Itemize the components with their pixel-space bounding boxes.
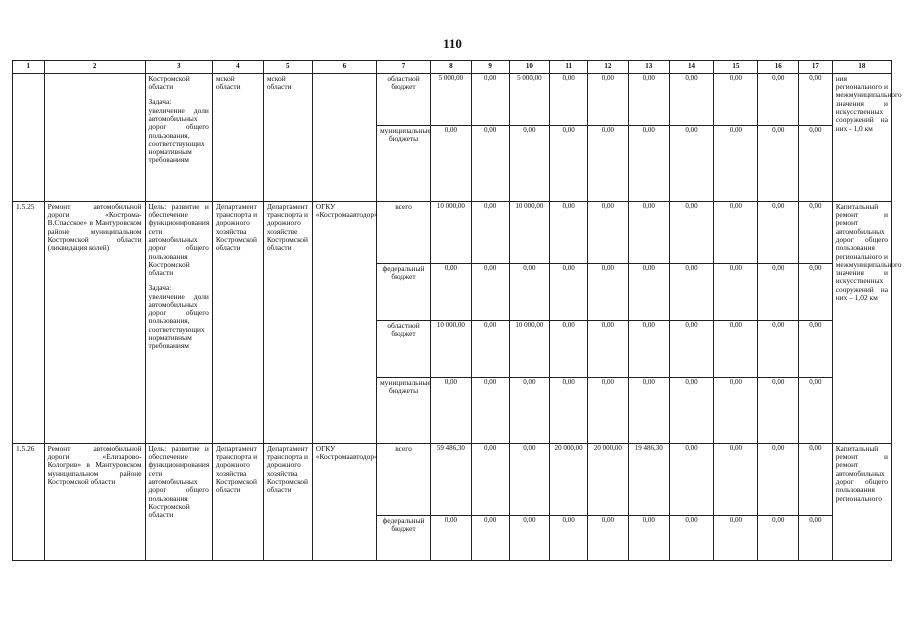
- value-cell: 0,00: [628, 320, 669, 377]
- value-cell: 0,00: [799, 201, 833, 263]
- value-cell: 0,00: [588, 263, 629, 320]
- item-name-cell: Ремонт автомобильной дороги «Елизарово-Кологрив» в Мантуровском муниципальном районе Костромской области: [44, 443, 145, 560]
- item-number-cell: [13, 73, 45, 201]
- header-cell: 16: [758, 61, 799, 74]
- header-cell: 12: [588, 61, 629, 74]
- header-cell: 9: [471, 61, 509, 74]
- value-cell: 0,00: [471, 73, 509, 125]
- header-cell: 8: [431, 61, 472, 74]
- executor-cell: Департамент транспорта и дорожного хозяйства Костромской области: [263, 443, 312, 560]
- goal-task-cell: [145, 201, 212, 443]
- value-cell: 0,00: [669, 443, 714, 515]
- goal-task-cell: [145, 73, 212, 201]
- result-cell: Капитальный ремонт и ремонт автомобильных дорог общего пользования регионального: [832, 443, 891, 560]
- header-cell: 2: [44, 61, 145, 74]
- goal-text: Цель: развитие и обеспечение функционирования сети автомобильных дорог общего пользования Костромской области: [148, 443, 210, 520]
- header-cell: 7: [377, 61, 431, 74]
- value-cell: 0,00: [628, 515, 669, 560]
- value-cell: 19 486,30: [628, 443, 669, 515]
- coordinator-cell: Департамент транспорта и дорожного хозяйства Костромской области: [212, 443, 263, 560]
- value-cell: 0,00: [588, 515, 629, 560]
- funding-source: всего: [377, 201, 431, 263]
- header-cell: 18: [832, 61, 891, 74]
- value-cell: 5 000,00: [431, 73, 472, 125]
- value-cell: 0,00: [758, 125, 799, 201]
- value-cell: 0,00: [588, 125, 629, 201]
- value-cell: 0,00: [799, 125, 833, 201]
- value-cell: 0,00: [550, 515, 588, 560]
- goal-text: Цель: развитие и обеспечение функционирования сети автомобильных дорог общего пользования Костромской области: [148, 201, 210, 278]
- value-cell: 0,00: [714, 263, 758, 320]
- page-number: 110: [443, 36, 462, 51]
- funding-source: муниципальные бюджеты: [377, 377, 431, 443]
- participant-cell: [312, 73, 376, 201]
- value-cell: 0,00: [588, 320, 629, 377]
- value-cell: 0,00: [550, 263, 588, 320]
- value-cell: 0,00: [758, 73, 799, 125]
- value-cell: 0,00: [550, 125, 588, 201]
- value-cell: 0,00: [471, 125, 509, 201]
- value-cell: 59 486,30: [431, 443, 472, 515]
- value-cell: 0,00: [758, 377, 799, 443]
- coordinator-cell: мской области: [212, 73, 263, 201]
- header-cell: 6: [312, 61, 376, 74]
- funding-source: областной бюджет: [377, 320, 431, 377]
- value-cell: 0,00: [550, 73, 588, 125]
- funding-source: федеральный бюджет: [377, 263, 431, 320]
- value-cell: 0,00: [471, 443, 509, 515]
- value-cell: 0,00: [669, 73, 714, 125]
- value-cell: 0,00: [669, 263, 714, 320]
- value-cell: 0,00: [431, 263, 472, 320]
- value-cell: 0,00: [669, 320, 714, 377]
- value-cell: 0,00: [628, 73, 669, 125]
- value-cell: 0,00: [669, 201, 714, 263]
- value-cell: 0,00: [799, 443, 833, 515]
- value-cell: 10 000,00: [431, 201, 472, 263]
- value-cell: 0,00: [669, 377, 714, 443]
- value-cell: 0,00: [588, 377, 629, 443]
- value-cell: 0,00: [471, 263, 509, 320]
- value-cell: 10 000,00: [509, 320, 550, 377]
- value-cell: 0,00: [758, 201, 799, 263]
- goal-text: Костромской области: [148, 73, 190, 92]
- value-cell: 0,00: [714, 515, 758, 560]
- value-cell: 0,00: [799, 73, 833, 125]
- task-text: Задача: увеличение доли автомобильных дорог общего пользования, соответствующих нормативным требованиям: [148, 97, 209, 165]
- executor-cell: мской области: [263, 73, 312, 201]
- value-cell: 0,00: [509, 263, 550, 320]
- goal-task-cell: [145, 443, 212, 560]
- funding-source: всего: [377, 443, 431, 515]
- header-cell: 5: [263, 61, 312, 74]
- value-cell: 0,00: [471, 377, 509, 443]
- item-number-cell: 1.5.25: [13, 201, 45, 443]
- value-cell: 0,00: [471, 320, 509, 377]
- value-cell: 0,00: [628, 263, 669, 320]
- value-cell: 10 000,00: [509, 201, 550, 263]
- value-cell: 0,00: [471, 201, 509, 263]
- executor-cell: Департамент транспорта и дорожного хозяйстве Костромской области: [263, 201, 312, 443]
- value-cell: 0,00: [431, 377, 472, 443]
- header-cell: 14: [669, 61, 714, 74]
- value-cell: 0,00: [669, 515, 714, 560]
- participant-cell: ОГКУ «Костромаавтодор»: [312, 443, 376, 560]
- value-cell: 20 000,00: [588, 443, 629, 515]
- table-row: [13, 73, 892, 125]
- value-cell: 0,00: [714, 377, 758, 443]
- result-cell: Капитальный ремонт и ремонт автомобильных дорог общего пользования регионального и межмуниципального значения и искусственных сооружений на них – 1,02 км: [832, 201, 891, 443]
- task-text: Задача: увеличение доли автомобильных дорог общего пользования, соответствующих нормативным требованиям: [148, 283, 209, 351]
- header-cell: 11: [550, 61, 588, 74]
- value-cell: 0,00: [471, 515, 509, 560]
- value-cell: 0,00: [628, 377, 669, 443]
- budget-table: [12, 60, 902, 561]
- value-cell: 0,00: [431, 125, 472, 201]
- value-cell: 20 000,00: [550, 443, 588, 515]
- value-cell: 0,00: [550, 320, 588, 377]
- column-number-row: [13, 61, 892, 74]
- value-cell: 0,00: [550, 201, 588, 263]
- funding-source: муниципальные бюджеты: [377, 125, 431, 201]
- value-cell: 0,00: [669, 125, 714, 201]
- value-cell: 0,00: [588, 73, 629, 125]
- value-cell: 10 000,00: [431, 320, 472, 377]
- item-name-cell: Ремонт автомобильной дороги «Кострома-В.Спасское» в Мантуровском районе муниципальном Костромской области (ликвидация колей): [44, 201, 145, 443]
- value-cell: 0,00: [799, 320, 833, 377]
- value-cell: 0,00: [758, 263, 799, 320]
- item-number-cell: 1.5.26: [13, 443, 45, 560]
- value-cell: 5 000,00: [509, 73, 550, 125]
- item-name-cell: [44, 73, 145, 201]
- coordinator-cell: Департамент транспорта и дорожного хозяйства Костромской области: [212, 201, 263, 443]
- value-cell: 0,00: [431, 515, 472, 560]
- header-cell: 17: [799, 61, 833, 74]
- table-row: [13, 443, 892, 515]
- header-cell: 4: [212, 61, 263, 74]
- value-cell: 0,00: [714, 320, 758, 377]
- value-cell: 0,00: [628, 201, 669, 263]
- value-cell: 0,00: [758, 515, 799, 560]
- header-cell: 15: [714, 61, 758, 74]
- header-cell: 13: [628, 61, 669, 74]
- participant-cell: ОГКУ «Костромаавтодор»: [312, 201, 376, 443]
- value-cell: 0,00: [714, 201, 758, 263]
- value-cell: 0,00: [509, 515, 550, 560]
- result-cell: ния регионального и межмуниципального значения и искусственных сооружений на них - 1,0 км: [832, 73, 891, 201]
- value-cell: 0,00: [799, 263, 833, 320]
- value-cell: 0,00: [714, 125, 758, 201]
- value-cell: 0,00: [714, 73, 758, 125]
- header-cell: 1: [13, 61, 45, 74]
- value-cell: 0,00: [628, 125, 669, 201]
- value-cell: 0,00: [799, 377, 833, 443]
- value-cell: 0,00: [588, 201, 629, 263]
- value-cell: 0,00: [758, 443, 799, 515]
- table-row: [13, 201, 892, 263]
- funding-source: областной бюджет: [377, 73, 431, 125]
- value-cell: 0,00: [509, 125, 550, 201]
- value-cell: 0,00: [758, 320, 799, 377]
- value-cell: 0,00: [509, 443, 550, 515]
- header-cell: 3: [145, 61, 212, 74]
- value-cell: 0,00: [509, 377, 550, 443]
- value-cell: 0,00: [799, 515, 833, 560]
- header-cell: 10: [509, 61, 550, 74]
- value-cell: 0,00: [714, 443, 758, 515]
- value-cell: 0,00: [550, 377, 588, 443]
- funding-source: федеральный бюджет: [377, 515, 431, 560]
